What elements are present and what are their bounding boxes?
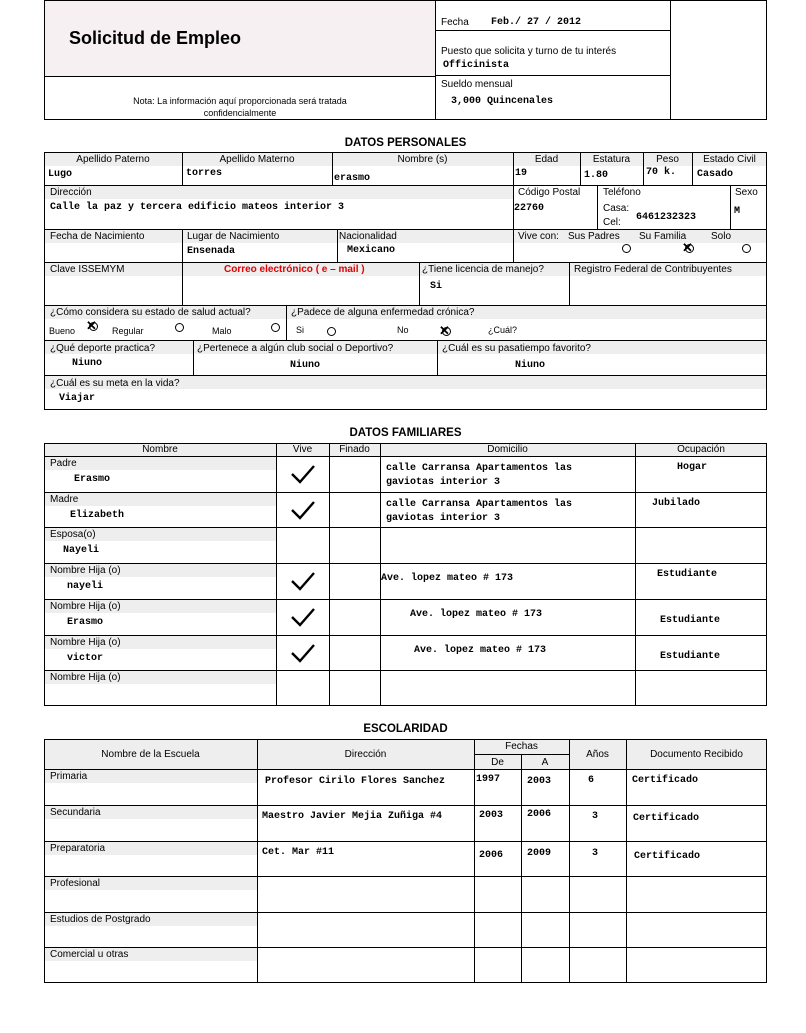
col-de-header: De	[491, 757, 504, 768]
school-direccion-field[interactable]: Cet. Mar #11	[262, 847, 335, 858]
domicilio-field-line2[interactable]: gaviotas interior 3	[386, 513, 501, 524]
ocupacion-field[interactable]: Estudiante	[660, 615, 721, 626]
deporte-label: ¿Qué deporte practica?	[50, 343, 156, 354]
edad-field[interactable]: 19	[515, 168, 528, 179]
fecha-nacimiento-label: Fecha de Nacimiento	[50, 231, 145, 242]
domicilio-field[interactable]: Ave. lopez mateo # 173	[381, 573, 514, 584]
cronica-si-radio[interactable]	[327, 327, 336, 336]
row-label-bg	[45, 493, 276, 506]
col-a-header: A	[541, 757, 549, 768]
fecha-label: Fecha	[441, 17, 469, 28]
direccion-label: Dirección	[50, 187, 92, 198]
vive-padres-label: Sus Padres	[568, 231, 620, 242]
pasatiempo-field[interactable]: Niuno	[515, 360, 546, 371]
meta-field[interactable]: Viajar	[59, 393, 96, 404]
col-direccion-header: Dirección	[344, 749, 387, 760]
section-title-familiares: DATOS FAMILIARES	[349, 427, 462, 439]
section-title-escolaridad: ESCOLARIDAD	[363, 723, 448, 735]
vive-familia-x-mark-icon: ✕	[682, 240, 693, 255]
family-row-label: Nombre Hija (o)	[50, 637, 121, 648]
si-label: Si	[296, 325, 305, 335]
school-a-field[interactable]: 2009	[527, 848, 552, 859]
estado-civil-field[interactable]: Casado	[697, 169, 734, 180]
nacionalidad-label: Nacionalidad	[339, 231, 397, 242]
family-name-field[interactable]: victor	[67, 653, 104, 664]
confidentiality-note: Nota: La información aquí proporcionada será tratada	[133, 96, 347, 106]
malo-radio[interactable]	[271, 323, 280, 332]
regular-radio[interactable]	[175, 323, 184, 332]
col-nombre-header: Nombre	[142, 444, 178, 455]
cronica-no-x-mark-icon: ✕	[439, 323, 450, 338]
nombres-label: Nombre (s)	[397, 154, 448, 165]
cel-label: Cel:	[603, 217, 621, 228]
estatura-label: Estatura	[592, 154, 631, 165]
sexo-field[interactable]: M	[734, 206, 741, 217]
telefono-label: Teléfono	[603, 187, 641, 198]
domicilio-field[interactable]: calle Carransa Apartamentos las	[386, 463, 573, 474]
vive-check-icon	[290, 500, 316, 520]
estatura-field[interactable]: 1.80	[584, 170, 609, 181]
family-row-label: Esposa(o)	[50, 529, 96, 540]
col-escuela-header: Nombre de la Escuela	[101, 749, 200, 760]
vive-check-icon	[290, 643, 316, 663]
family-row-label: Padre	[50, 458, 77, 469]
bueno-label: Bueno	[49, 326, 76, 336]
school-direccion-field[interactable]: Maestro Javier Mejia Zuñiga #4	[262, 811, 443, 822]
school-de-field[interactable]: 2003	[479, 810, 504, 821]
school-level-label: Estudios de Postgrado	[50, 914, 151, 925]
school-level-label: Primaria	[50, 771, 88, 782]
rfc-label: Registro Federal de Contribuyentes	[574, 264, 732, 275]
issemym-label: Clave ISSEMYM	[50, 264, 125, 275]
school-level-label: Profesional	[50, 878, 101, 889]
vive-solo-radio[interactable]	[742, 244, 751, 253]
family-name-field[interactable]: Nayeli	[63, 545, 100, 556]
codigo-postal-label: Código Postal	[518, 187, 581, 198]
ocupacion-field[interactable]: Jubilado	[652, 498, 701, 509]
row-label-bg	[45, 457, 276, 470]
school-de-field[interactable]: 1997	[476, 774, 501, 785]
school-documento-field[interactable]: Certificado	[634, 851, 701, 862]
codigo-postal-field[interactable]: 22760	[514, 203, 545, 214]
peso-field[interactable]: 70 k.	[646, 167, 677, 178]
col-fechas-header: Fechas	[505, 741, 538, 752]
vive-padres-radio[interactable]	[622, 244, 631, 253]
family-name-field[interactable]: Erasmo	[74, 474, 111, 485]
confidentiality-note-2: confidencialmente	[203, 108, 277, 118]
vive-check-icon	[290, 464, 316, 484]
school-level-label: Comercial u otras	[50, 949, 129, 960]
club-field[interactable]: Niuno	[290, 360, 321, 371]
col-finado-header: Finado	[339, 444, 370, 455]
licencia-label: ¿Tiene licencia de manejo?	[422, 264, 544, 275]
school-de-field[interactable]: 2006	[479, 850, 504, 861]
domicilio-field[interactable]: Ave. lopez mateo # 173	[410, 609, 543, 620]
club-label: ¿Pertenece a algún club social o Deportivo?	[197, 343, 394, 354]
apellido-materno-label: Apellido Materno	[219, 154, 295, 165]
estado-civil-label: Estado Civil	[703, 154, 756, 165]
ocupacion-field[interactable]: Estudiante	[660, 651, 721, 662]
bueno-x-mark-icon: ✕	[86, 318, 97, 333]
family-row-label: Nombre Hija (o)	[50, 672, 121, 683]
deporte-field[interactable]: Niuno	[72, 358, 103, 369]
apellido-paterno-field[interactable]: Lugo	[48, 169, 73, 180]
col-ocupacion-header: Ocupación	[677, 444, 725, 455]
fecha-field[interactable]: Feb./ 27 / 2012	[491, 17, 582, 28]
school-documento-field[interactable]: Certificado	[633, 813, 700, 824]
vive-solo-label: Solo	[711, 231, 732, 242]
domicilio-field-line2[interactable]: gaviotas interior 3	[386, 477, 501, 488]
form-title: Solicitud de Empleo	[69, 28, 242, 48]
malo-label: Malo	[212, 326, 232, 336]
domicilio-field[interactable]: calle Carransa Apartamentos las	[386, 499, 573, 510]
meta-label: ¿Cuál es su meta en la vida?	[50, 378, 180, 389]
school-level-label: Preparatoria	[50, 843, 106, 854]
puesto-label: Puesto que solicita y turno de tu interés	[441, 46, 617, 57]
no-label: No	[397, 325, 409, 335]
salud-label: ¿Cómo considera su estado de salud actual?	[50, 307, 251, 318]
nacionalidad-field[interactable]: Mexicano	[347, 245, 396, 256]
edad-label: Edad	[534, 154, 559, 165]
school-documento-field[interactable]: Certificado	[632, 775, 699, 786]
school-a-field[interactable]: 2003	[527, 776, 552, 787]
school-direccion-field[interactable]: Profesor Cirilo Flores Sanchez	[265, 776, 446, 787]
direccion-field[interactable]: Calle la paz y tercera edificio mateos interior 3	[50, 202, 345, 213]
col-vive-header: Vive	[292, 444, 313, 455]
nombres-field[interactable]: erasmo	[334, 173, 371, 184]
vive-familia-label: Su Familia	[639, 231, 687, 242]
casa-label: Casa:	[603, 203, 630, 214]
licencia-field[interactable]: Si	[430, 281, 443, 292]
pasatiempo-label: ¿Cuál es su pasatiempo favorito?	[442, 343, 591, 354]
peso-label: Peso	[656, 154, 679, 165]
school-level-label: Secundaria	[50, 807, 101, 818]
section-title-personales: DATOS PERSONALES	[344, 137, 467, 149]
domicilio-field[interactable]: Ave. lopez mateo # 173	[414, 645, 547, 656]
regular-label: Regular	[112, 326, 144, 336]
apellido-paterno-label: Apellido Paterno	[76, 154, 150, 165]
school-a-field[interactable]: 2006	[527, 809, 552, 820]
lugar-nacimiento-field[interactable]: Ensenada	[187, 246, 236, 257]
correo-label: Correo electrónico ( e – mail )	[224, 264, 365, 275]
school-anos-field[interactable]: 6	[588, 775, 595, 786]
vive-con-label: Vive con:	[518, 231, 559, 242]
telefono-field[interactable]: 6461232323	[636, 212, 697, 223]
family-name-field[interactable]: Erasmo	[67, 617, 104, 628]
family-name-field[interactable]: Elizabeth	[70, 510, 125, 521]
cronica-label: ¿Padece de alguna enfermedad crónica?	[291, 307, 475, 318]
school-anos-field[interactable]: 3	[592, 811, 599, 822]
sexo-label: Sexo	[735, 187, 758, 198]
vive-check-icon	[290, 607, 316, 627]
col-anos-header: Años	[586, 749, 609, 760]
sueldo-label: Sueldo mensual	[441, 79, 513, 90]
ocupacion-field[interactable]: Hogar	[677, 462, 708, 473]
puesto-field[interactable]: Officinista	[443, 60, 510, 71]
vive-check-icon	[290, 571, 316, 591]
school-anos-field[interactable]: 3	[592, 848, 599, 859]
family-row-label: Madre	[50, 494, 79, 505]
col-domicilio-header: Domicilio	[487, 444, 528, 455]
sueldo-field[interactable]: 3,000 Quincenales	[451, 96, 554, 107]
family-name-field[interactable]: nayeli	[67, 581, 104, 592]
cual-label: ¿Cuál?	[488, 325, 518, 335]
family-row-label: Nombre Hija (o)	[50, 565, 121, 576]
ocupacion-field[interactable]: Estudiante	[657, 569, 718, 580]
family-row-label: Nombre Hija (o)	[50, 601, 121, 612]
lugar-nacimiento-label: Lugar de Nacimiento	[187, 231, 280, 242]
col-documento-header: Documento Recibido	[650, 749, 743, 760]
apellido-materno-field[interactable]: torres	[186, 168, 223, 179]
